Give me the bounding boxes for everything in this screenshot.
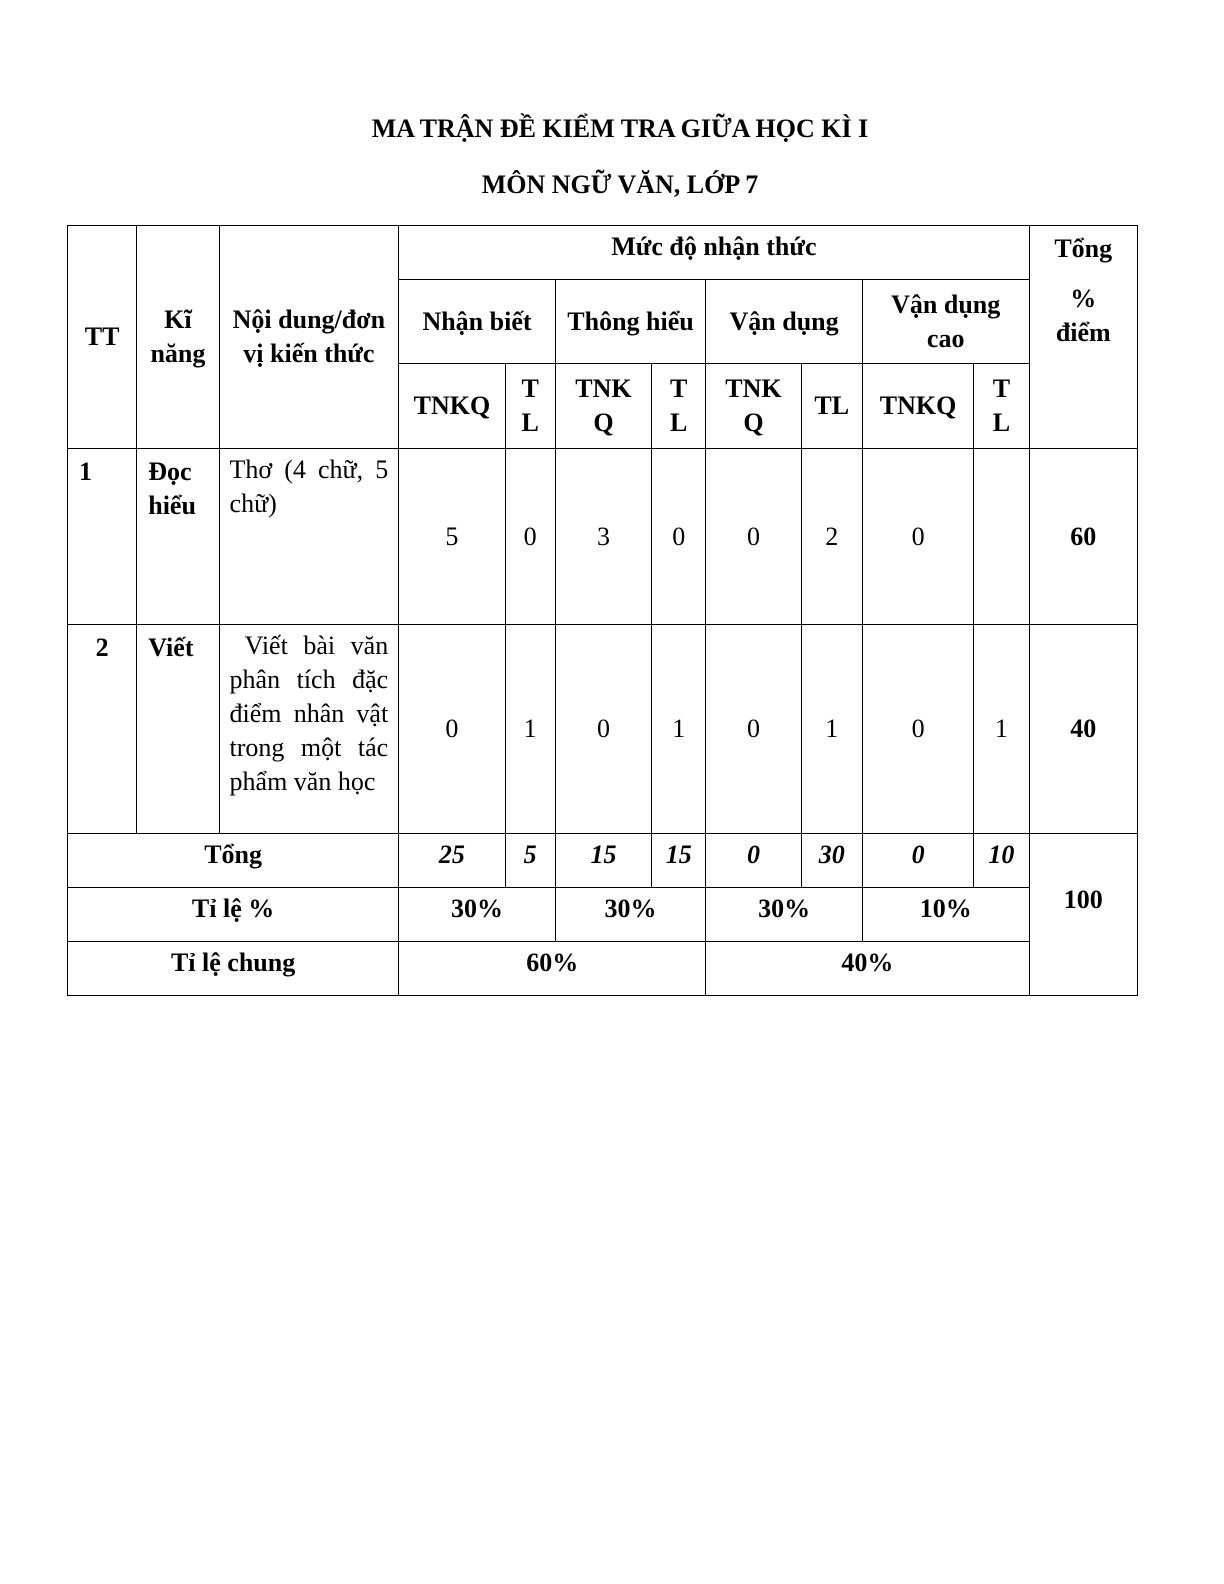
sub-tl-1 [505, 364, 555, 449]
sub-tnkq-2-tnk: TNK [575, 374, 632, 403]
header-tt [68, 226, 137, 449]
row-value: 0 [862, 625, 973, 834]
sub-tl-1-t: T [521, 374, 539, 403]
row-tong: 40 [1029, 625, 1137, 834]
table-row [68, 449, 1138, 625]
row-noi-dung-line: Viết bài văn [229, 631, 389, 660]
summary-tong-value: 15 [555, 834, 651, 888]
row-ki-nang [137, 449, 219, 625]
row-noi-dung [219, 625, 399, 834]
summary-tong-value: 0 [862, 834, 973, 888]
table-row [68, 625, 1138, 834]
row-tt: 2 [68, 625, 137, 834]
row-noi-dung-line: chữ) [229, 489, 277, 518]
row-value: 2 [801, 449, 862, 625]
row-ki-nang-line2: hiểu [148, 491, 196, 520]
header-muc-do [399, 226, 1029, 280]
sub-tnkq-3-q: Q [743, 408, 764, 437]
sub-tnkq-3-tnk: TNK [725, 374, 782, 403]
header-tong-line1: Tổng [1054, 234, 1113, 263]
sub-tnkq-2-q: Q [593, 408, 614, 437]
header-noi-dung [219, 226, 399, 449]
level-van-dung-cao [862, 280, 1029, 364]
header-row-1 [68, 226, 1138, 280]
row-noi-dung [219, 449, 399, 625]
sub-tl-4-l: L [992, 408, 1011, 437]
level-nhan-biet: Nhận biết [399, 280, 556, 364]
row-value: 1 [652, 625, 706, 834]
row-value: 0 [555, 625, 651, 834]
header-ki-nang-line2: năng [150, 339, 206, 368]
summary-row-tile [68, 888, 1138, 942]
row-value: 1 [974, 625, 1029, 834]
header-muc-do-label: Mức độ nhận thức [611, 232, 817, 261]
row-value: 3 [555, 449, 651, 625]
sub-tl-2 [652, 364, 706, 449]
summary-row-tile-chung [68, 942, 1138, 996]
summary-tong-value: 5 [505, 834, 555, 888]
summary-total: 100 [1029, 834, 1137, 996]
row-ki-nang: Viết [137, 625, 219, 834]
summary-tong-value: 25 [399, 834, 505, 888]
row-value: 0 [652, 449, 706, 625]
row-noi-dung-line: điểm nhân vật [229, 699, 389, 728]
summary-tile-value: 10% [862, 888, 1029, 942]
header-tong-line3: điểm [1055, 318, 1111, 347]
summary-tong-value: 30 [801, 834, 862, 888]
sub-tnkq-4: TNKQ [862, 364, 973, 449]
summary-tile-value: 30% [706, 888, 863, 942]
summary-tile-chung-value: 60% [399, 942, 706, 996]
sub-tl-2-l: L [670, 408, 688, 437]
row-value: 5 [399, 449, 505, 625]
summary-tong-value: 15 [652, 834, 706, 888]
row-value [974, 449, 1029, 625]
summary-row-tong [68, 834, 1138, 888]
row-noi-dung-line: Thơ (4 chữ, 5 [229, 455, 389, 484]
level-van-dung: Vận dụng [706, 280, 863, 364]
row-value: 0 [862, 449, 973, 625]
summary-tile-value: 30% [399, 888, 556, 942]
row-value: 0 [399, 625, 505, 834]
header-tong [1029, 226, 1137, 449]
row-value: 1 [505, 625, 555, 834]
level-van-dung-cao-line2: cao [926, 323, 965, 353]
summary-tong-value: 10 [974, 834, 1029, 888]
level-van-dung-cao-line1: Vận dụng [891, 289, 1001, 319]
sub-tl-1-l: L [521, 408, 539, 437]
header-ki-nang [137, 226, 219, 449]
header-ki-nang-line1: Kĩ [164, 305, 192, 334]
summary-tile-chung-label: Tỉ lệ chung [68, 942, 399, 996]
document-subtitle: MÔN NGỮ VĂN, LỚP 7 [481, 170, 759, 199]
sub-tl-2-t: T [670, 374, 688, 403]
row-value: 0 [706, 625, 801, 834]
row-noi-dung-line: phẩm văn học [229, 767, 376, 796]
summary-tile-label: Tỉ lệ % [68, 888, 399, 942]
row-value: 0 [706, 449, 801, 625]
sub-tnkq-1: TNKQ [399, 364, 505, 449]
row-value: 0 [505, 449, 555, 625]
sub-tl-3: TL [801, 364, 862, 449]
summary-tong-value: 0 [706, 834, 801, 888]
row-noi-dung-line: phân tích đặc [229, 665, 389, 694]
row-tt: 1 [68, 449, 137, 625]
exam-matrix-table [67, 225, 1138, 996]
row-noi-dung-line: trong một tác [229, 733, 389, 762]
row-value: 1 [801, 625, 862, 834]
row-ki-nang-line1: Đọc [148, 457, 192, 486]
sub-tnkq-3 [706, 364, 801, 449]
header-tt-label: TT [84, 322, 120, 351]
header-noi-dung-line1: Nội dung/đơn [232, 305, 386, 334]
sub-tl-4-t: T [992, 374, 1011, 403]
sub-tnkq-2 [555, 364, 651, 449]
header-noi-dung-line2: vị kiến thức [243, 339, 375, 368]
summary-tile-value: 30% [555, 888, 706, 942]
sub-tl-4 [974, 364, 1029, 449]
summary-tile-chung-value: 40% [706, 942, 1029, 996]
header-tong-line2: % [1070, 284, 1097, 313]
level-thong-hieu: Thông hiểu [555, 280, 706, 364]
row-tong: 60 [1029, 449, 1137, 625]
document-title: MA TRẬN ĐỀ KIỂM TRA GIỮA HỌC KÌ I [371, 114, 869, 143]
summary-tong-label: Tổng [68, 834, 399, 888]
